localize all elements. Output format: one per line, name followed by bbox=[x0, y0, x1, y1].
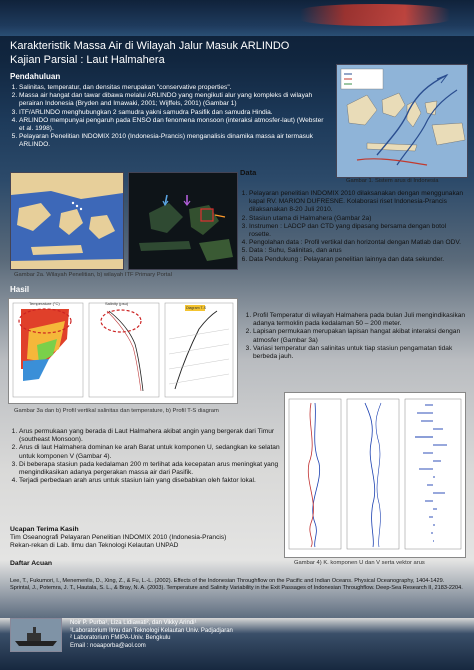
author-email[interactable]: Email : noaaporba@aol.com bbox=[70, 642, 146, 649]
pendahuluan-list bbox=[10, 84, 328, 150]
current-map-svg bbox=[337, 65, 467, 177]
arus-item: 1. Arus permukaan yang berada di Laut Halmahera akibat angin yang bergerak dari Timur (southeast Monsoon). bbox=[19, 428, 282, 444]
author-affiliation-2: ² Laboratorium FMIPA-Univ. Bengkulu bbox=[70, 635, 171, 641]
title-line-2: Kajian Parsial : Laut Halmahera bbox=[10, 54, 165, 66]
profil-item: 2. Lapisan permukaan merupakan lapisan hangat akibat interaksi dengan atmosfer (Gambar 3a) bbox=[253, 328, 466, 344]
gambar-2b-map bbox=[128, 172, 238, 270]
data-item: 2. Stasiun utama di Halmahera (Gambar 2a) bbox=[249, 215, 466, 223]
hasil-heading: Hasil bbox=[10, 285, 30, 294]
poster-title bbox=[10, 39, 340, 67]
profil-item: 3. Variasi temperatur dan salinitas untuk tiap stasiun pengamatan tidak berbeda jauh. bbox=[253, 345, 466, 361]
pendahuluan-item: 5. Pelayaran Penelitian INDOMIX 2010 (Indonesia-Prancis) menganalisis dinamika massa air termasuk ARLINDO. bbox=[19, 133, 328, 149]
pendahuluan-item: 4. ARLINDO mempunyai pengaruh pada ENSO dan fenomena monsoon (interaksi atmosfer-laut) (Webster et al. 1998). bbox=[19, 117, 328, 133]
ship-banner-image bbox=[300, 4, 450, 26]
itf-portal-map-svg bbox=[129, 173, 237, 269]
title-line-1: Karakteristik Massa Air di Wilayah Jalur Masuk ARLINDO bbox=[10, 40, 290, 52]
data-item: 6. Data Pendukung : Pelayaran penelitian lainnya dan data sekunder. bbox=[249, 256, 466, 264]
gambar-4-figure bbox=[284, 392, 466, 558]
arus-item: 3. Di beberapa stasiun pada kedalaman 200 m terlihat ada kecepatan arus meningkat yang mengindikasikan adanya pergerakan massa air dari Pasifik. bbox=[19, 461, 282, 477]
temperature-label: Temperature (°C) bbox=[29, 301, 60, 306]
ship-icon bbox=[11, 619, 61, 651]
profile-plots-svg bbox=[9, 299, 237, 403]
arus-item: 4. Terjadi perbedaan arah arus untuk stasiun lain yang disebabkan oleh faktor lokal. bbox=[19, 477, 282, 485]
gambar-3-caption: Gambar 3a dan b) Profil vertikal salinitas dan temperature, b) Profil T-S diagram bbox=[14, 408, 219, 414]
reference-item: Sprintal, J., Potemra, J. T., Hautala, S. L., & Bray, N. A. (2003). Temperature and Salinity Variability in the Exit Passages of Indonesian Throughflow. Deep-Sea Research II, 2183-2204. bbox=[10, 585, 463, 591]
pendahuluan-heading: Pendahuluan bbox=[10, 72, 61, 81]
current-component-svg bbox=[285, 393, 465, 557]
daftar-acuan-heading: Daftar Acuan bbox=[10, 560, 53, 567]
pendahuluan-item: 2. Massa air hangat dan tawar dibawa melalui ARLINDO yang mengikuti alur yang kompleks di wilayah perairan Indonesia (Bryden and Imawaki, 2001; Wijffels, 2001) (Gambar 1) bbox=[19, 92, 328, 108]
author-block bbox=[70, 620, 370, 650]
study-area-map-svg bbox=[11, 173, 123, 269]
data-item: 5. Data : Suhu, Salinitas, dan arus bbox=[249, 247, 466, 255]
pendahuluan-item: 3. ITF/ARLINDO menghubungkan 2 samudra yakni samudra Pasifik dan samudra Hindia. bbox=[19, 109, 328, 117]
terima-kasih-line: Tim Oseanografi Pelayaran Penelitian INDOMIX 2010 (Indonesia-Prancis) bbox=[10, 534, 227, 541]
gambar-2-caption: Gambar 2a. Wilayah Penelitian, b) wilayah ITF Primary Portal bbox=[14, 272, 172, 278]
gambar-1-map bbox=[336, 64, 468, 178]
data-item: 3. Instrumen : LADCP dan CTD yang dipasang bersama dengan botol rosette. bbox=[249, 223, 466, 239]
data-list bbox=[240, 190, 466, 264]
salinity-label: Salinity (psu) bbox=[105, 301, 129, 306]
data-item: 1. Pelayaran penelitian INDOMIX 2010 dilaksanakan dengan menggunakan kapal RV. MARION DUFRESNE. Kolaborasi riset Indonesia-Prancis dilaksanakan 8-20 Juli 2010. bbox=[249, 190, 466, 215]
gambar-2a-map bbox=[10, 172, 124, 270]
data-item: 4. Pengolahan data : Profil vertikal dan horizontal dengan Matlab dan ODV. bbox=[249, 239, 466, 247]
daftar-acuan-list bbox=[10, 578, 468, 592]
hasil-profil-list bbox=[244, 312, 466, 361]
author-names: Noir P. Purba¹, Liza Lidiawati², dan Vikky Arindi¹ bbox=[70, 620, 197, 626]
pendahuluan-item: 1. Salinitas, temperatur, dan densitas merupakan "conservative properties". bbox=[19, 84, 328, 92]
profil-item: 1. Profil Temperatur di wilayah Halmahera pada bulan Juli mengindikasikan adanya termoklin pada kedalaman 50 – 200 meter. bbox=[253, 312, 466, 328]
hasil-arus-list bbox=[10, 428, 282, 485]
gambar-1-caption: Gambar 1. Sistem arus di Indonesia bbox=[346, 178, 439, 184]
ship-photo bbox=[10, 618, 62, 652]
gambar-3-figure bbox=[8, 298, 238, 404]
gambar-4-caption: Gambar 4) K. komponen U dan V serta vektor arus bbox=[294, 560, 425, 566]
data-heading: Data bbox=[240, 168, 257, 177]
terima-kasih-line: Rekan-rekan di Lab. Ilmu dan Teknologi Kelautan UNPAD bbox=[10, 542, 179, 550]
terima-kasih-heading: Ucapan Terima Kasih bbox=[10, 526, 79, 533]
arus-item: 2. Arus di laut Halmahera dominan ke arah Barat untuk komponen U, sedangkan ke selatan untuk komponen V (Gambar 4). bbox=[19, 444, 282, 460]
diagram-ts-label: Diagram T-S bbox=[186, 306, 207, 310]
terima-kasih-text bbox=[10, 534, 282, 550]
reference-item: Lee, T., Fukumori, I., Menemenlis, D., Xing, Z., & Fu, L.-L. (2002). Effects of the Indonesian Throughflow on the Pacific and Indian Oceans. Physical Oceanography, 1404-1429. bbox=[10, 578, 445, 584]
author-affiliation-1: ¹Laboratorium Ilmu dan Teknologi Kelautan Univ. Padjadjaran bbox=[70, 627, 233, 634]
